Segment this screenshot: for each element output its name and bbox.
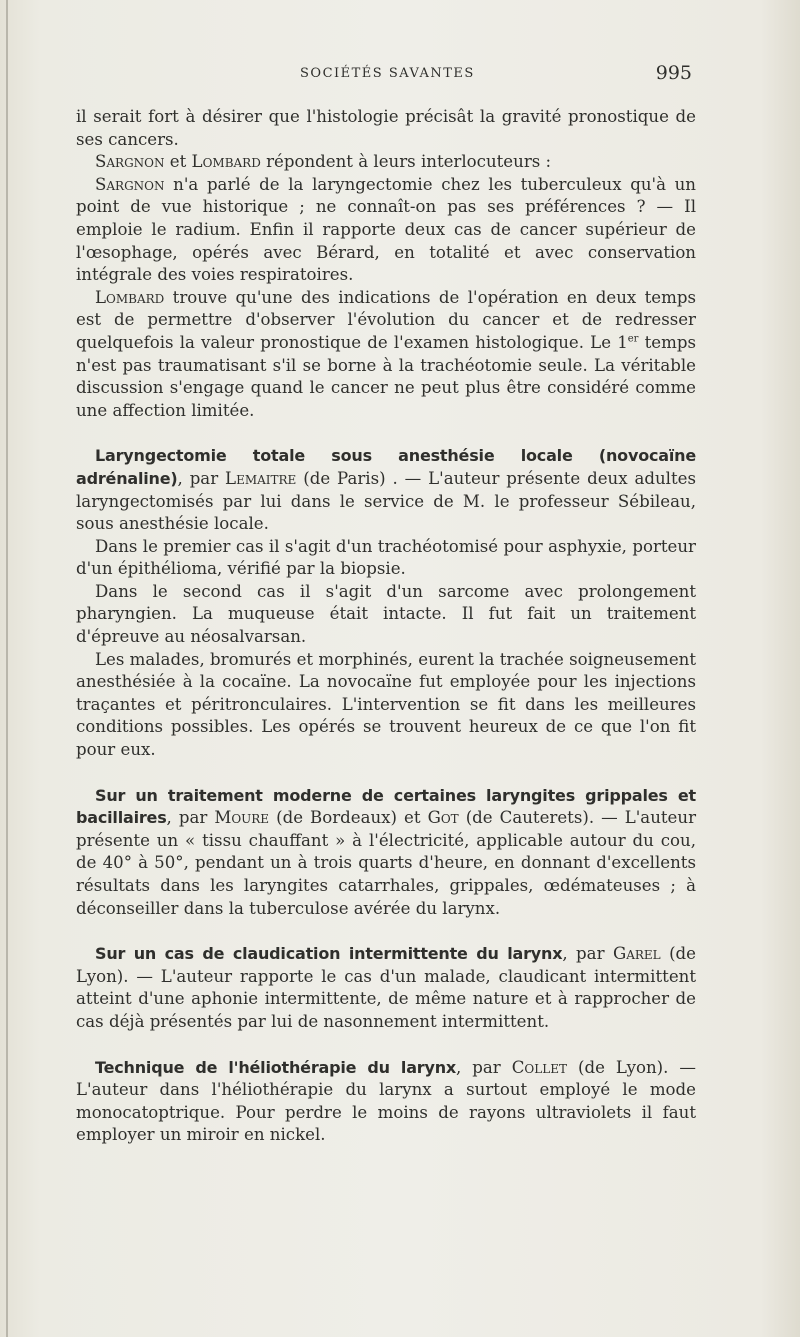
author-name: Collet: [511, 1057, 567, 1077]
author-name: Lombard: [191, 152, 261, 172]
section-title: Laryngectomie totale sous anesthésie locale (novocaïne adrénaline): [76, 446, 696, 488]
page-edge: [6, 0, 8, 1337]
page-number: 995: [655, 62, 692, 84]
paragraph-text: trouve qu'une des indications de l'opération en deux temps est de permettre d'observer l'évolution du cancer et de redresser quelquefois la valeur pronostique de l'examen histologique. Le 1: [76, 287, 696, 352]
superscript: er: [627, 333, 639, 345]
author-name: Got: [427, 808, 459, 828]
paragraph-text: (de Lyon). — L'auteur dans l'héliothérapie du larynx a surtout employé le mode monocatoptrique. Pour perdre le moins de rayons ultraviolets il faut employer un miroir en nickel.: [76, 1057, 696, 1145]
paragraph: Dans le second cas il s'agit d'un sarcome avec prolongement pharyngien. La muqueuse était intacte. Il fut fait un traitement d'épreuve au néosalvarsan.: [76, 581, 696, 647]
author-name: Lemaitre: [225, 468, 297, 488]
text-fragment: et: [164, 152, 192, 172]
text-fragment: , par: [177, 468, 226, 488]
section-title: Sur un traitement moderne de certaines laryngites grippales et bacillaires: [76, 785, 696, 828]
page-header: [300, 64, 700, 84]
paragraph-text: temps n'est pas traumatisant s'il se borne à la trachéotomie seule. La véritable discussion s'engage quand le cancer ne peut plus être considéré comme une affection limitée.: [76, 332, 696, 420]
text-fragment: , par: [562, 944, 613, 964]
text-fragment: , par: [166, 808, 215, 828]
paragraph-text: répondent à leurs interlocuteurs :: [260, 152, 552, 172]
paragraph-text: il serait fort à désirer que l'histologie précisât la gravité pronostique de ses cancers.: [76, 107, 696, 149]
paragraph: Les malades, bromurés et morphinés, eurent la trachée soigneusement anesthésiée à la cocaïne. La novocaïne fut employée pour les injections traçantes et péritronculaires. L'intervention se fit dans les meilleures conditions possibles. Les opérés se trouvent heureux de ce que l'on fit pour eux.: [76, 649, 696, 760]
section-laryngites: [76, 785, 696, 921]
paragraph-text: (de Cauterets). — L'auteur présente un « tissu chauffant » à l'électricité, applicable autour du cou, de 40° à 50°, pendant un à trois quarts d'heure, en donnant d'excellents résultats dans les laryngites catarrhales, grippales, œdémateuses ; à déconseiller dans la tuberculose avérée du larynx.: [76, 808, 696, 918]
section-title: Technique de l'héliothérapie du larynx: [95, 1057, 457, 1077]
section-heliotherapie: [76, 1057, 696, 1147]
paragraph-sargnon: [76, 174, 696, 287]
author-name: Garel: [612, 944, 661, 964]
section-title: Sur un cas de claudication intermittente du larynx: [95, 944, 563, 964]
paragraph-continued: [76, 106, 696, 151]
paragraph-lombard: [76, 287, 696, 423]
paragraph-text: (de Paris) . — L'auteur présente deux adultes laryngectomisés par lui dans le service de M. le professeur Sébileau, sous anesthésie locale.: [76, 468, 696, 534]
text-fragment: , par: [456, 1057, 512, 1077]
author-name: Lombard: [95, 287, 165, 307]
paragraph-text: n'a parlé de la laryngectomie chez les tuberculeux qu'à un point de vue historique ; ne connaît-on pas ses préférences ? — Il emploie le radium. Enfin il rapporte deux cas de cancer supérieur de l'œsophage, opérés avec Bérard, en totalité et avec conservation intégrale des voies respiratoires.: [76, 174, 696, 285]
running-title: SOCIÉTÉS SAVANTES: [300, 66, 475, 81]
text-fragment: (de Bordeaux) et: [269, 808, 428, 828]
author-name: Moure: [214, 808, 270, 828]
paragraph: Dans le premier cas il s'agit d'un trachéotomisé pour asphyxie, porteur d'un épithélioma, vérifié par la biopsie.: [76, 536, 696, 579]
paragraph-response: [76, 151, 696, 174]
paragraph-text: (de Lyon). — L'auteur rapporte le cas d'un malade, claudicant intermittent atteint d'une aphonie intermittente, de même nature et à rapprocher de cas déjà présentés par lui de nasonnement intermittent.: [76, 944, 696, 1031]
author-name: Sargnon: [95, 174, 165, 194]
page-body: [76, 106, 696, 1147]
author-name: Sargnon: [95, 152, 165, 172]
section-laryngectomie: [76, 445, 696, 535]
section-claudication: [76, 943, 696, 1033]
